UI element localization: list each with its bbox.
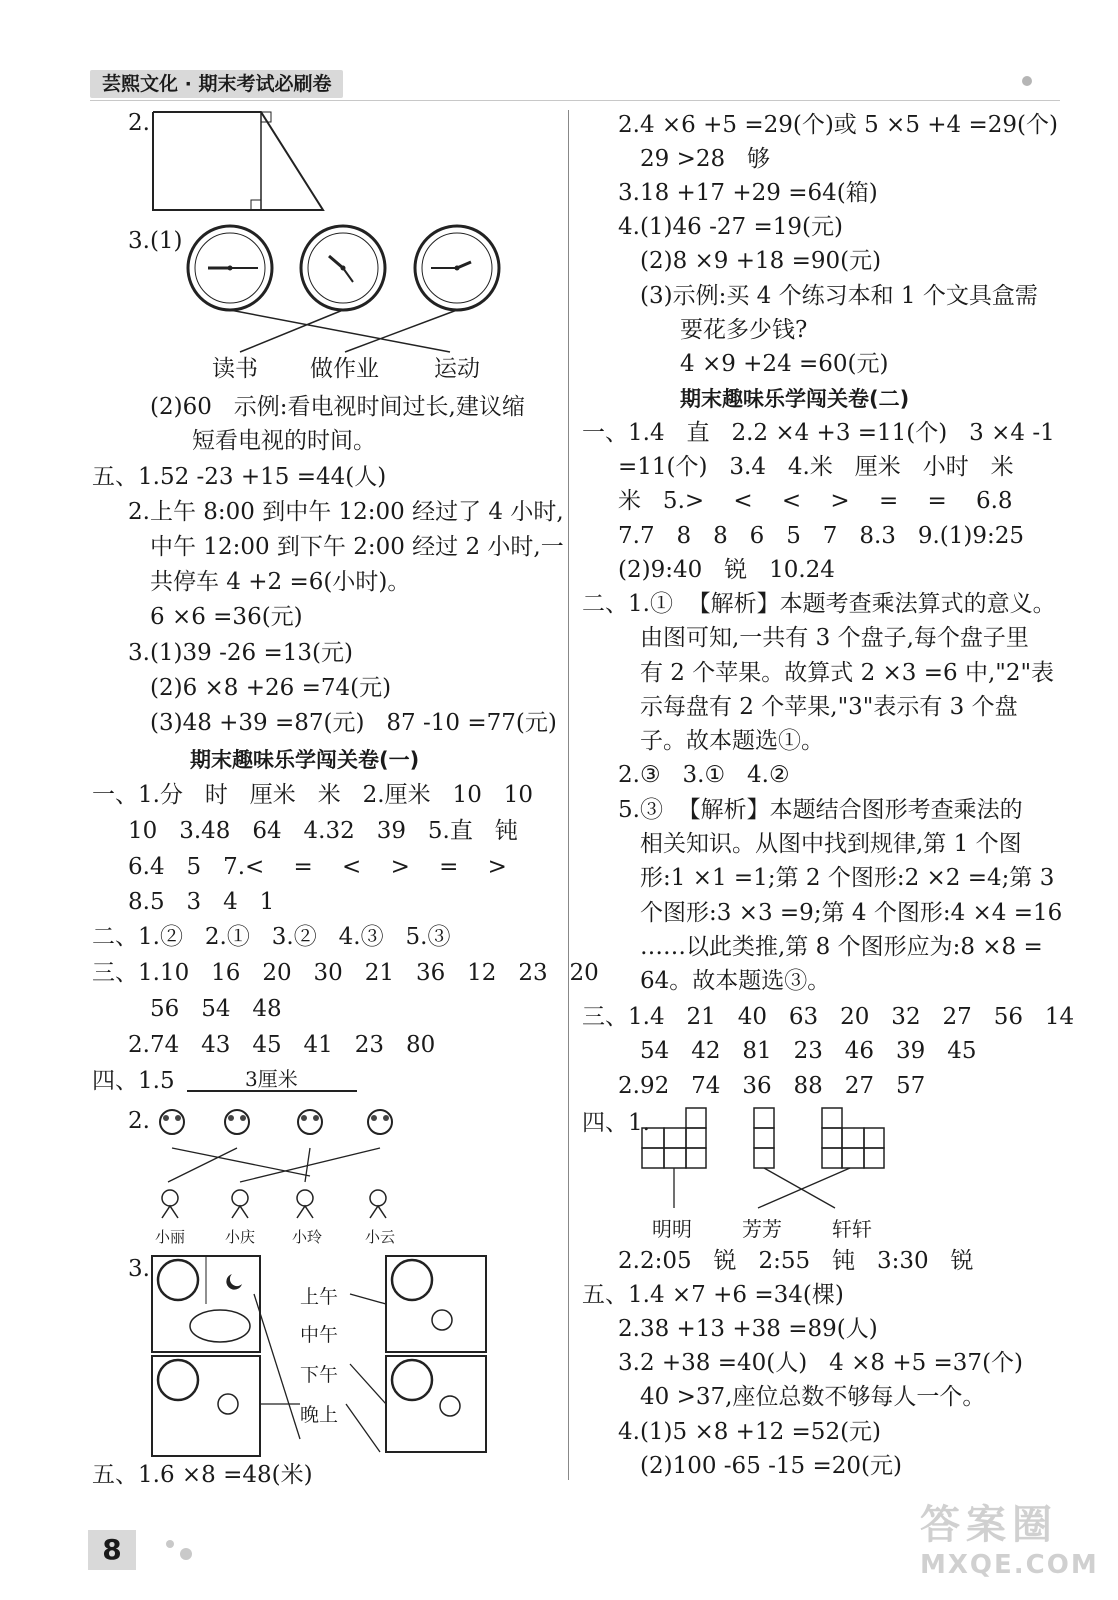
clock-1 bbox=[188, 226, 272, 310]
text-line: 40 >37,座位总数不够每人一个。 bbox=[640, 1384, 986, 1410]
ruler-line bbox=[185, 1088, 360, 1094]
text-line: 29 >28 够 bbox=[640, 146, 771, 172]
text-line: 3.18 +17 +29 =64(箱) bbox=[618, 180, 878, 206]
text-line: 2. bbox=[128, 1108, 150, 1134]
text-line: 2.③ 3.① 4.② bbox=[618, 762, 790, 788]
text-line: 2.38 +13 +38 =89(人) bbox=[618, 1316, 878, 1342]
text-line: 7.7 8 8 6 5 7 8.3 9.(1)9:25 bbox=[618, 523, 1025, 549]
text-line: 2.92 74 36 88 27 57 bbox=[618, 1073, 926, 1099]
child-name: 明明 bbox=[652, 1217, 692, 1241]
trapezoid-figure bbox=[148, 108, 328, 216]
text-line: (2)8 ×9 +18 =90(元) bbox=[640, 248, 882, 274]
panda-icon bbox=[160, 1110, 392, 1134]
text-line: (2)9:40 锐 10.24 bbox=[618, 557, 835, 583]
clock-2 bbox=[301, 226, 385, 310]
text-line: 2.4 ×6 +5 =29(个)或 5 ×5 +4 =29(个) bbox=[618, 112, 1058, 138]
text-line: 3.2 +38 =40(人) 4 ×8 +5 =37(个) bbox=[618, 1350, 1024, 1376]
text-line: (3)示例:买 4 个练习本和 1 个文具盒需 bbox=[640, 283, 1038, 309]
text-line: 54 42 81 23 46 39 45 bbox=[640, 1038, 977, 1064]
text-line: 一、1.4 直 2.2 ×4 +3 =11(个) 3 ×4 -1 bbox=[582, 420, 1055, 446]
text-line: (2)100 -65 -15 =20(元) bbox=[640, 1453, 902, 1479]
text-line: 米 5.> < < > = = 6.8 bbox=[618, 488, 1013, 514]
section-title-1: 期末趣味乐学闯关卷(一) bbox=[190, 748, 420, 772]
text-line: 五、1.6 ×8 =48(米) bbox=[92, 1462, 313, 1488]
time-label: 晚上 bbox=[300, 1404, 339, 1426]
text-line: 6.4 5 7.< = < > = > bbox=[128, 854, 507, 880]
text-line: 示每盘有 2 个苹果,"3"表示有 3 个盘 bbox=[640, 694, 1018, 720]
text-line: (3)48 +39 =87(元) 87 -10 =77(元) bbox=[150, 710, 557, 736]
text-line: 4 ×9 +24 =60(元) bbox=[680, 351, 889, 377]
activity-sport: 运动 bbox=[434, 356, 480, 382]
text-line: 三、1.4 21 40 63 20 32 27 56 14 bbox=[582, 1004, 1075, 1030]
text-line: 6 ×6 =36(元) bbox=[150, 604, 303, 630]
text-line: ……以此类推,第 8 个图形应为:8 ×8 = bbox=[640, 934, 1043, 960]
text-line: 2.74 43 45 41 23 80 bbox=[128, 1032, 436, 1058]
page-number: 8 bbox=[88, 1530, 136, 1570]
left-q3-1-label: 3.(1) bbox=[128, 228, 183, 254]
text-line: 要花多少钱? bbox=[680, 317, 808, 343]
text-line: 子。故本题选①。 bbox=[640, 728, 824, 754]
text-line: 2.上午 8:00 到中午 12:00 经过了 4 小时, bbox=[128, 499, 564, 525]
activity-homework: 做作业 bbox=[310, 356, 379, 382]
activity-read: 读书 bbox=[212, 356, 258, 382]
column-divider bbox=[568, 110, 569, 1480]
clock-matching-lines bbox=[205, 306, 465, 358]
text-line: (2)60 示例:看电视时间过长,建议缩 bbox=[150, 394, 525, 420]
child-name: 小云 bbox=[365, 1228, 396, 1246]
text-line: 四、1.5 bbox=[92, 1068, 175, 1094]
text-line: 由图可知,一共有 3 个盘子,每个盘子里 bbox=[640, 625, 1029, 651]
time-label: 下午 bbox=[300, 1364, 339, 1386]
text-line: 三、1.10 16 20 30 21 36 12 23 20 bbox=[92, 960, 599, 986]
child-name: 轩轩 bbox=[832, 1217, 872, 1241]
header-dot-decoration bbox=[1022, 76, 1032, 86]
watermark bbox=[920, 1500, 1110, 1590]
child-name: 小丽 bbox=[155, 1228, 186, 1246]
text-line: 64。故本题选③。 bbox=[640, 968, 831, 994]
text-line: 短看电视的时间。 bbox=[192, 428, 376, 454]
block-views-figure bbox=[640, 1104, 890, 1214]
text-line: =11(个) 3.4 4.米 厘米 小时 米 bbox=[618, 454, 1014, 480]
text-line: 5.③ 【解析】本题结合图形考查乘法的 bbox=[618, 797, 1023, 823]
child-name: 小玲 bbox=[292, 1228, 323, 1246]
text-line: 形:1 ×1 =1;第 2 个图形:2 ×2 =4;第 3 bbox=[640, 865, 1055, 891]
text-line: 中午 12:00 到下午 2:00 经过 2 小时,一 bbox=[150, 534, 564, 560]
text-line: 二、1.② 2.① 3.② 4.③ 5.③ bbox=[92, 924, 451, 950]
footer-dot-decoration bbox=[166, 1540, 174, 1548]
text-line: 3. bbox=[128, 1256, 150, 1282]
watermark-url: MXQE.COM bbox=[920, 1550, 1099, 1580]
text-line: 2.2:05 锐 2:55 钝 3:30 锐 bbox=[618, 1248, 974, 1274]
page-header bbox=[90, 68, 1060, 101]
child-name: 芳芳 bbox=[742, 1217, 782, 1241]
text-line: 五、1.52 -23 +15 =44(人) bbox=[92, 464, 387, 490]
text-line: 五、1.4 ×7 +6 =34(棵) bbox=[582, 1282, 844, 1308]
footer-dot-decoration bbox=[180, 1548, 192, 1560]
text-line: 8.5 3 4 1 bbox=[128, 889, 275, 915]
text-line: 4.(1)5 ×8 +12 =52(元) bbox=[618, 1419, 882, 1445]
text-line: 共停车 4 +2 =6(小时)。 bbox=[150, 569, 411, 595]
child-name: 小庆 bbox=[225, 1228, 256, 1246]
left-q2-label: 2. bbox=[128, 110, 150, 136]
text-line: 10 3.48 64 4.32 39 5.直 钝 bbox=[128, 818, 518, 844]
watermark-logo-text: 答案圈 bbox=[920, 1502, 1058, 1548]
ruler-label: 3厘米 bbox=[245, 1067, 298, 1091]
child-icon bbox=[162, 1190, 386, 1218]
text-line: (2)6 ×8 +26 =74(元) bbox=[150, 675, 392, 701]
header-title: 芸熙文化 · 期末考试必刷卷 bbox=[90, 70, 343, 98]
text-line: 3.(1)39 -26 =13(元) bbox=[128, 640, 353, 666]
text-line: 个图形:3 ×3 =9;第 4 个图形:4 ×4 =16 bbox=[640, 900, 1063, 926]
text-line: 56 54 48 bbox=[150, 996, 282, 1022]
text-line: 4.(1)46 -27 =19(元) bbox=[618, 214, 843, 240]
section-title-2: 期末趣味乐学闯关卷(二) bbox=[680, 387, 910, 411]
text-line: 四、1. bbox=[582, 1110, 650, 1136]
text-line: 一、1.分 时 厘米 米 2.厘米 10 10 bbox=[92, 782, 534, 808]
time-label: 中午 bbox=[300, 1324, 339, 1346]
time-label: 上午 bbox=[300, 1286, 339, 1308]
text-line: 二、1.① 【解析】本题考查乘法算式的意义。 bbox=[582, 591, 1056, 617]
text-line: 相关知识。从图中找到规律,第 1 个图 bbox=[640, 831, 1022, 857]
text-line: 有 2 个苹果。故算式 2 ×3 =6 中,"2"表 bbox=[640, 660, 1055, 686]
clock-3 bbox=[415, 226, 499, 310]
